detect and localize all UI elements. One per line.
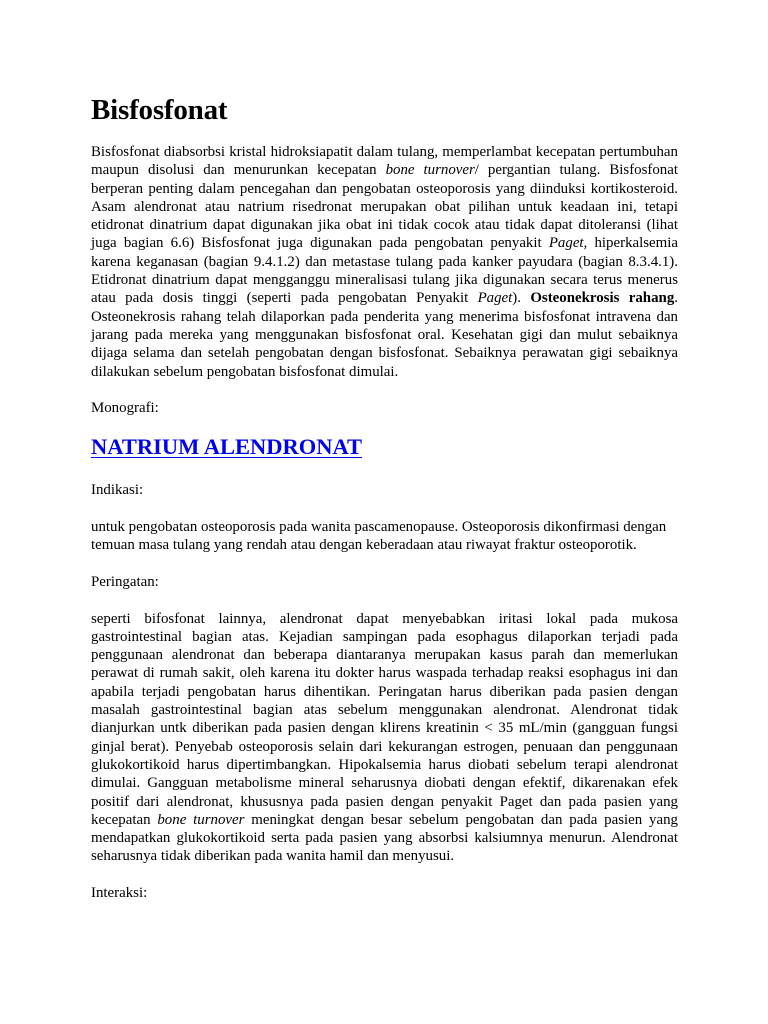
peringatan-label: Peringatan: bbox=[91, 573, 159, 590]
peringatan-text-2: meningkat dengan besar sebelum pengobatan dan pada pasien yang mendapatkan glukokortikoid serta pada pasien yang absorbsi kalsiumnya menurun. Alendronat seharusnya tidak diberikan pada wanita hamil dan menyusui. bbox=[91, 811, 678, 865]
intro-italic-paget-1: Paget, bbox=[548, 235, 588, 252]
intro-bold-osteonekrosis: Osteonekrosis rahang bbox=[530, 290, 675, 307]
intro-italic-paget-2: Paget bbox=[477, 290, 513, 307]
spacer bbox=[91, 417, 678, 433]
section-title-link[interactable]: NATRIUM ALENDRONAT bbox=[91, 434, 363, 460]
peringatan-paragraph bbox=[91, 610, 678, 866]
indikasi-label: Indikasi: bbox=[91, 482, 144, 499]
spacer bbox=[91, 866, 678, 884]
page-title: Bisfosfonat bbox=[91, 94, 228, 126]
spacer bbox=[91, 591, 678, 609]
monografi-label: Monografi: bbox=[91, 400, 159, 417]
spacer bbox=[91, 500, 678, 518]
intro-text-4: ). bbox=[512, 290, 531, 307]
indikasi-text: untuk pengobatan osteoporosis pada wanita pascamenopause. Osteoporosis dikonfirmasi dengan temuan masa tulang yang rendah atau dengan keberadaan atau riwayat fraktur osteoporotik. bbox=[91, 519, 667, 554]
peringatan-text-1: seperti bifosfonat lainnya, alendronat dapat menyebabkan iritasi lokal pada mukosa gastrointestinal bagian atas. Kejadian sampingan pada esophagus dilaporkan terjadi pada penggunaan alendronat dan beberapa diantaranya merupakan kasus parah dan memerlukan perawat di rumah sakit, oleh karena itu dokter harus waspada terhadap reaksi esophagus ini dan apabila terjadi pengobatan harus dihentikan. Peringatan harus diberikan pada pasien dengan masalah gastrointestinal bagian atas sebelum menggunakan alendronat. Alendronat tidak dianjurkan untk diberikan pada pasien dengan klirens kreatinin < 35 mL/min (gangguan fungsi ginjal berat). Penyebab osteoporosis selain dari kekurangan estrogen, penuaan dan penggunaan glukokortikoid harus dipertimbangkan. Hipokalsemia harus diobati sebelum terapi alendronat dimulai. Gangguan metabolisme mineral seharusnya diobati dengan efektif, dikarenakan efek positif dari alendronat, khususnya pada pasien dengan penyakit Paget dan pada pasien yang kecepatan bbox=[91, 610, 678, 828]
intro-text-5: . Osteonekrosis rahang telah dilaporkan pada penderita yang menerima bisfosfonat intravena dan jarang pada mereka yang menggunakan bisfosfonat oral. Kesehatan gigi dan mulut sebaiknya dijaga selama dan setelah pengobatan dengan bisfosfonat. Sebaiknya perawatan gigi sebaiknya dilakukan sebelum pengobatan bisfosfonat dimulai. bbox=[91, 290, 678, 380]
intro-paragraph bbox=[91, 143, 678, 381]
spacer bbox=[91, 381, 678, 399]
spacer bbox=[91, 555, 678, 573]
intro-italic-bone-turnover: bone turnover bbox=[385, 162, 475, 179]
section-title bbox=[91, 433, 678, 461]
intro-text-1: Bisfosfonat diabsorbsi kristal hidroksiapatit dalam tulang, memperlambat kecepatan pertumbuhan maupun disolusi dan menurunkan kecepatan bbox=[91, 144, 678, 179]
interaksi-label: Interaksi: bbox=[91, 884, 148, 901]
intro-text-2: / pergantian tulang. Bisfosfonat berperan penting dalam pencegahan dan pengobatan osteoporosis yang diinduksi kortikosteroid. Asam alendronat atau natrium risedronat merupakan obat pilihan untuk keadaan ini, tetapi etidronat dinatrium dapat digunakan jika obat ini tidak cocok atau tidak dapat ditoleransi (lihat juga bagian 6.6) Bisfosfonat juga digunakan pada pengobatan penyakit bbox=[91, 162, 679, 252]
peringatan-italic-bone-turnover: bone turnover bbox=[157, 811, 245, 828]
intro-text-3: hiperkalsemia karena keganasan (bagian 9.4.1.2) dan metastase tulang pada kanker payudara (bagian 8.3.4.1). Etidronat dinatrium dapat mengganggu mineralisasi tulang jika digunakan secara terus menerus atau pada dosis tinggi (seperti pada pengobatan Penyakit bbox=[91, 235, 678, 307]
